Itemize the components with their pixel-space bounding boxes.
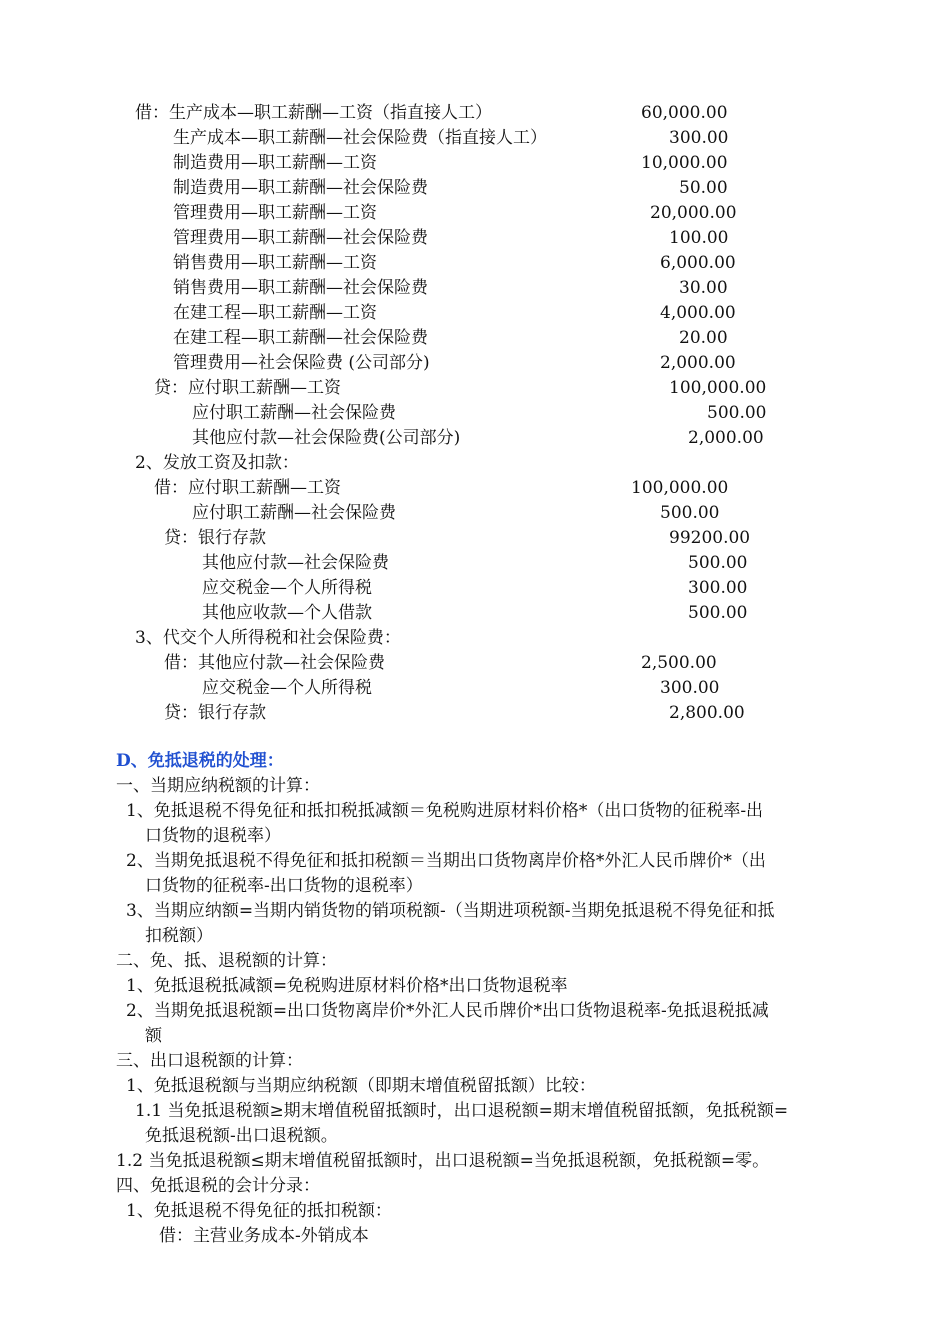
entry-row	[0, 276, 950, 301]
text-line: 1、免抵退税额与当期应纳税额（即期末增值税留抵额）比较：	[126, 1076, 596, 1096]
entry-row	[0, 201, 950, 226]
entry-row	[0, 326, 950, 351]
entry-amount: 6,000.00	[660, 253, 736, 273]
entry-label: 其他应付款—社会保险费	[202, 553, 389, 573]
entry-row	[0, 476, 950, 501]
text-line: 扣税额）	[145, 926, 213, 946]
entry-label: 借：应付职工薪酬—工资	[154, 478, 341, 498]
text-line: 1、免抵退税抵减额=免税购进原材料价格*出口货物退税率	[126, 976, 568, 996]
entry-label: 应付职工薪酬—社会保险费	[192, 403, 396, 423]
section-title	[0, 626, 950, 651]
entry-label: 贷：银行存款	[164, 703, 266, 723]
entry-row	[0, 176, 950, 201]
entry-amount: 300.00	[660, 678, 720, 698]
entry-row	[0, 101, 950, 126]
entry-row	[0, 551, 950, 576]
entry-amount: 99200.00	[669, 528, 751, 548]
text-line: 3、当期应纳额=当期内销货物的销项税额-（当期进项税额-当期免抵退税不得免征和抵	[126, 901, 775, 921]
text-line: 免抵退税额-出口退税额。	[145, 1126, 338, 1146]
text-line: 1、免抵退税不得免征和抵扣税抵减额＝免税购进原材料价格*（出口货物的征税率-出	[126, 801, 764, 821]
entry-row	[0, 301, 950, 326]
entry-label: 管理费用—职工薪酬—工资	[173, 203, 377, 223]
text-line: 额	[145, 1026, 162, 1046]
entry-row	[0, 126, 950, 151]
entry-label: 借：其他应付款—社会保险费	[164, 653, 385, 673]
entry-label: 应交税金—个人所得税	[202, 578, 372, 598]
section-2-title: 2、发放工资及扣款：	[135, 453, 299, 473]
entry-amount: 2,500.00	[641, 653, 717, 673]
entry-amount: 4,000.00	[660, 303, 736, 323]
entry-row	[0, 351, 950, 376]
entry-label: 应交税金—个人所得税	[202, 678, 372, 698]
entry-label: 生产成本—职工薪酬—社会保险费（指直接人工）	[173, 128, 547, 148]
entry-label: 借：生产成本—职工薪酬—工资（指直接人工）	[135, 103, 492, 123]
entry-amount: 500.00	[688, 603, 748, 623]
entry-amount: 2,000.00	[660, 353, 736, 373]
text-line: 1.2 当免抵退税额≤期末增值税留抵额时，出口退税额=当免抵退税额，免抵税额=零。	[116, 1151, 770, 1171]
entry-label: 贷：应付职工薪酬—工资	[154, 378, 341, 398]
text-line: 口货物的征税率-出口货物的退税率）	[145, 876, 423, 896]
entry-row	[0, 601, 950, 626]
entry-amount: 300.00	[688, 578, 748, 598]
section-3-title: 3、代交个人所得税和社会保险费：	[135, 628, 401, 648]
text-line: 二、免、抵、退税额的计算：	[116, 951, 337, 971]
entry-row	[0, 426, 950, 451]
entry-label: 在建工程—职工薪酬—工资	[173, 303, 377, 323]
entry-amount: 60,000.00	[641, 103, 728, 123]
entry-label: 其他应付款—社会保险费(公司部分)	[192, 428, 461, 448]
entry-row	[0, 526, 950, 551]
entry-amount: 100.00	[669, 228, 729, 248]
text-line: 四、免抵退税的会计分录：	[116, 1176, 320, 1196]
entry-row	[0, 701, 950, 726]
text-line: 三、出口退税额的计算：	[116, 1051, 303, 1071]
entry-amount: 300.00	[669, 128, 729, 148]
text-line: 1.1 当免抵退税额≥期末增值税留抵额时，出口退税额=期末增值税留抵额，免抵税额=	[135, 1101, 789, 1121]
entry-amount: 10,000.00	[641, 153, 728, 173]
entry-amount: 20,000.00	[650, 203, 737, 223]
entry-row	[0, 251, 950, 276]
entry-amount: 500.00	[660, 503, 720, 523]
entry-label: 贷：银行存款	[164, 528, 266, 548]
entry-amount: 100,000.00	[669, 378, 767, 398]
entry-label: 应付职工薪酬—社会保险费	[192, 503, 396, 523]
text-line: 口货物的退税率）	[145, 826, 281, 846]
entry-row	[0, 676, 950, 701]
entry-amount: 500.00	[707, 403, 767, 423]
entry-amount: 50.00	[679, 178, 728, 198]
entry-row	[0, 401, 950, 426]
entry-row	[0, 576, 950, 601]
text-line: 1、免抵退税不得免征的抵扣税额：	[126, 1201, 392, 1221]
text-line: 借：主营业务成本-外销成本	[159, 1226, 369, 1246]
entry-amount: 100,000.00	[631, 478, 729, 498]
entry-amount: 2,000.00	[688, 428, 764, 448]
section-title	[0, 451, 950, 476]
text-line: 2、当期免抵退税额=出口货物离岸价*外汇人民币牌价*出口货物退税率-免抵退税抵减	[126, 1001, 769, 1021]
entry-label: 销售费用—职工薪酬—工资	[173, 253, 377, 273]
entry-amount: 30.00	[679, 278, 728, 298]
section-d-heading: D、免抵退税的处理：	[116, 751, 284, 771]
entry-amount: 500.00	[688, 553, 748, 573]
entry-amount: 2,800.00	[669, 703, 745, 723]
entry-label: 其他应收款—个人借款	[202, 603, 372, 623]
entry-label: 制造费用—职工薪酬—社会保险费	[173, 178, 428, 198]
entry-row	[0, 376, 950, 401]
entry-label: 制造费用—职工薪酬—工资	[173, 153, 377, 173]
text-line: 一、当期应纳税额的计算：	[116, 776, 320, 796]
entry-label: 在建工程—职工薪酬—社会保险费	[173, 328, 428, 348]
entry-row	[0, 651, 950, 676]
entry-amount: 20.00	[679, 328, 728, 348]
entry-label: 管理费用—职工薪酬—社会保险费	[173, 228, 428, 248]
entry-row	[0, 501, 950, 526]
entry-label: 销售费用—职工薪酬—社会保险费	[173, 278, 428, 298]
entry-row	[0, 151, 950, 176]
entry-label: 管理费用—社会保险费 (公司部分)	[173, 353, 430, 373]
text-line: 2、当期免抵退税不得免征和抵扣税额＝当期出口货物离岸价格*外汇人民币牌价*（出	[126, 851, 766, 871]
entry-row	[0, 226, 950, 251]
